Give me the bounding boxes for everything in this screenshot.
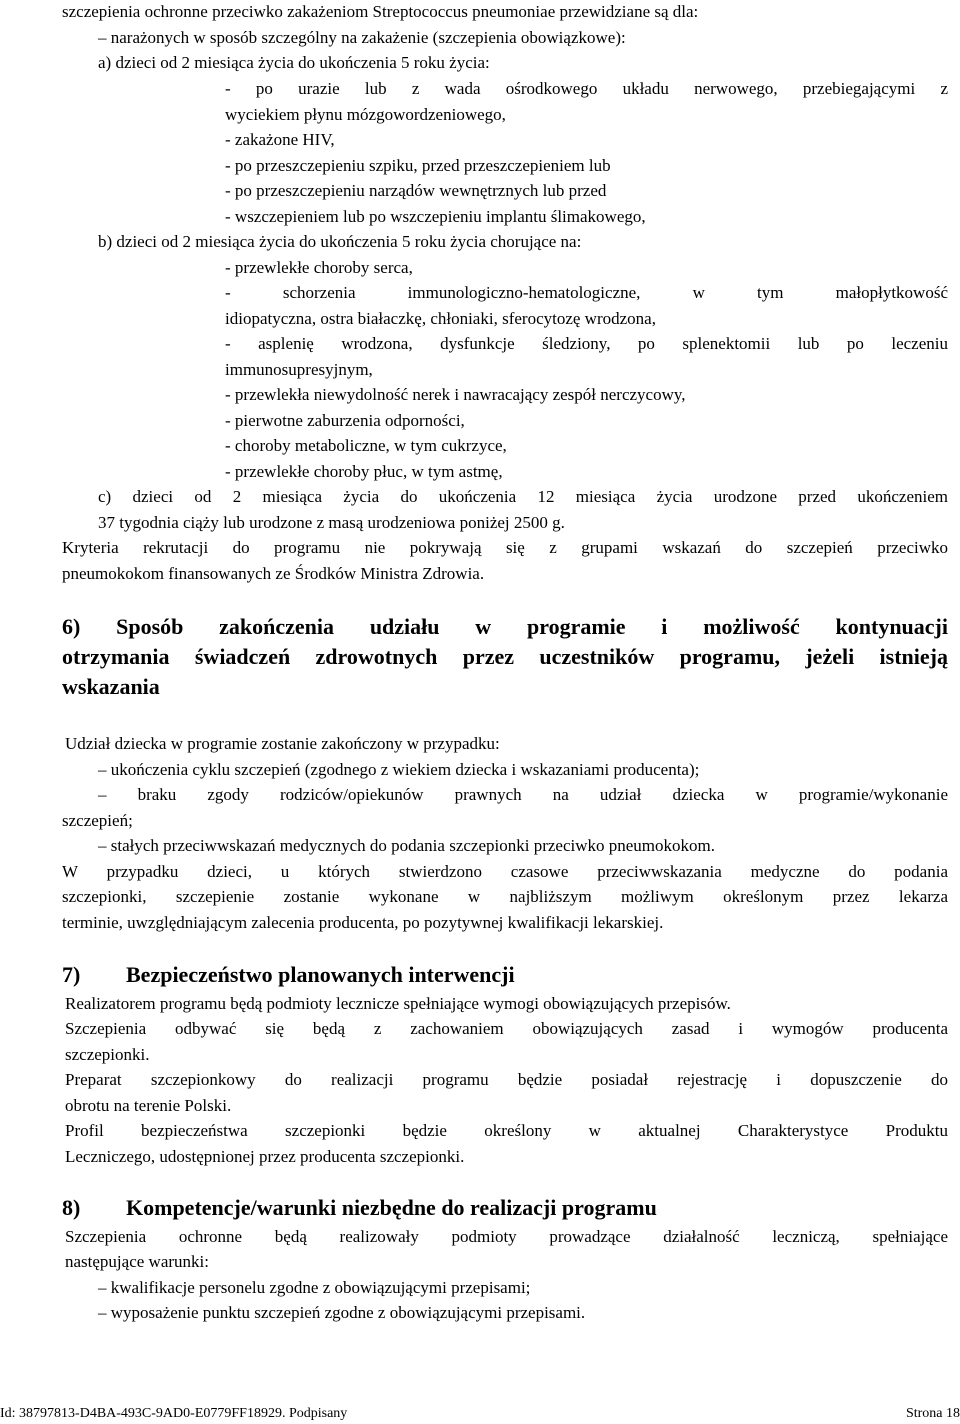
list-item: – stałych przeciwwskazań medycznych do podania szczepionki przeciwko pneumokokom. — [98, 836, 715, 855]
paragraph-line: Realizatorem programu będą podmioty lecznicze spełniające wymogi obowiązujących przepisów. — [65, 994, 731, 1013]
paragraph-line: Preparat szczepionkowy do realizacji programu będzie posiadał rejestrację i dopuszczenie do — [65, 1070, 948, 1089]
section-7-heading: Bezpieczeństwo planowanych interwencji — [126, 962, 515, 987]
group-a-item: - po przeszczepieniu szpiku, przed przeszczepieniem lub — [225, 156, 611, 175]
group-b-item: - przewlekła niewydolność nerek i nawracający zespół nerczycowy, — [225, 385, 686, 404]
section-8-heading: Kompetencje/warunki niezbędne do realizacji programu — [126, 1195, 657, 1220]
group-b-item: - choroby metaboliczne, w tym cukrzyce, — [225, 436, 507, 455]
section-8-number: 8) — [62, 1195, 81, 1220]
group-c-line: c) dzieci od 2 miesiąca życia do ukończenia 12 miesiąca życia urodzone przed ukończeniem — [98, 487, 948, 506]
group-a-item: - po urazie lub z wada ośrodkowego układu nerwowego, przebiegającymi z — [225, 79, 948, 98]
group-a-item: - wszczepieniem lub po wszczepieniu implantu ślimakowego, — [225, 207, 646, 226]
paragraph-line: szczepionki, szczepienie zostanie wykonane w najbliższym możliwym określonym przez lekarza — [62, 887, 948, 906]
group-b-item: - przewlekłe choroby płuc, w tym astmę, — [225, 462, 503, 481]
section-6-heading: wskazania — [62, 674, 160, 699]
group-a-item: - po przeszczepieniu narządów wewnętrznych lub przed — [225, 181, 607, 200]
list-item: – braku zgody rodziców/opiekunów prawnych na udział dziecka w programie/wykonanie — [98, 785, 948, 804]
paragraph-line: terminie, uwzględniającym zalecenia producenta, po pozytywnej kwalifikacji lekarskiej. — [62, 913, 664, 932]
group-b-item: - przewlekłe choroby serca, — [225, 258, 413, 277]
group-b-item: immunosupresyjnym, — [225, 360, 373, 379]
group-b-item: idiopatyczna, ostra białaczkę, chłoniaki, sferocytozę wrodzona, — [225, 309, 656, 328]
list-item-continuation: szczepień; — [62, 811, 133, 830]
group-dash-line: – narażonych w sposób szczególny na zakażenie (szczepienia obowiązkowe): — [98, 28, 626, 47]
paragraph-line: Szczepienia ochronne będą realizowały podmioty prowadzące działalność leczniczą, spełniające — [65, 1227, 948, 1246]
footer-document-id: Id: 38797813-D4BA-493C-9AD0-E0779FF18929. Podpisany — [0, 1406, 348, 1421]
footer-page-number: Strona 18 — [905, 1406, 960, 1421]
list-item: – ukończenia cyklu szczepień (zgodnego z wiekiem dziecka i wskazaniami producenta); — [98, 760, 700, 779]
group-b-label: b) dzieci od 2 miesiąca życia do ukończenia 5 roku życia chorujące na: — [98, 232, 582, 251]
paragraph-line: Szczepienia odbywać się będą z zachowaniem obowiązujących zasad i wymogów producenta — [65, 1019, 948, 1038]
section-6-heading: 6) Sposób zakończenia udziału w programie i możliwość kontynuacji — [62, 614, 948, 639]
group-b-item: - pierwotne zaburzenia odporności, — [225, 411, 465, 430]
criteria-line: pneumokokom finansowanych ze Środków Ministra Zdrowia. — [62, 564, 485, 583]
group-a-item: wyciekiem płynu mózgowordzeniowego, — [225, 105, 506, 124]
group-a-label: a) dzieci od 2 miesiąca życia do ukończenia 5 roku życia: — [98, 53, 490, 72]
paragraph-line: W przypadku dzieci, u których stwierdzono czasowe przeciwwskazania medyczne do podania — [62, 862, 948, 881]
paragraph-line: następujące warunki: — [65, 1252, 209, 1271]
group-a-item: - zakażone HIV, — [225, 130, 335, 149]
section-7-number: 7) — [62, 962, 81, 987]
intro-line: szczepienia ochronne przeciwko zakażeniom Streptococcus pneumoniae przewidziane są dla: — [62, 2, 699, 21]
paragraph-line: Profil bezpieczeństwa szczepionki będzie określony w aktualnej Charakterystyce Produktu — [65, 1121, 948, 1140]
group-b-item: - asplenię wrodzona, dysfunkcje śledziony, po splenektomii lub po leczeniu — [225, 334, 948, 353]
paragraph-line: obrotu na terenie Polski. — [65, 1096, 232, 1115]
criteria-line: Kryteria rekrutacji do programu nie pokrywają się z grupami wskazań do szczepień przeciwko — [62, 538, 948, 557]
list-item: – kwalifikacje personelu zgodne z obowiązującymi przepisami; — [98, 1278, 531, 1297]
section-6-intro: Udział dziecka w programie zostanie zakończony w przypadku: — [65, 734, 500, 753]
paragraph-line: szczepionki. — [65, 1045, 150, 1064]
section-6-heading: otrzymania świadczeń zdrowotnych przez uczestników programu, jeżeli istnieją — [62, 644, 948, 669]
group-c-line: 37 tygodnia ciąży lub urodzone z masą urodzeniowa poniżej 2500 g. — [98, 513, 565, 532]
paragraph-line: Leczniczego, udostępnionej przez producenta szczepionki. — [65, 1147, 465, 1166]
list-item: – wyposażenie punktu szczepień zgodne z obowiązującymi przepisami. — [98, 1303, 586, 1322]
group-b-item: - schorzenia immunologiczno-hematologiczne, w tym małopłytkowość — [225, 283, 948, 302]
